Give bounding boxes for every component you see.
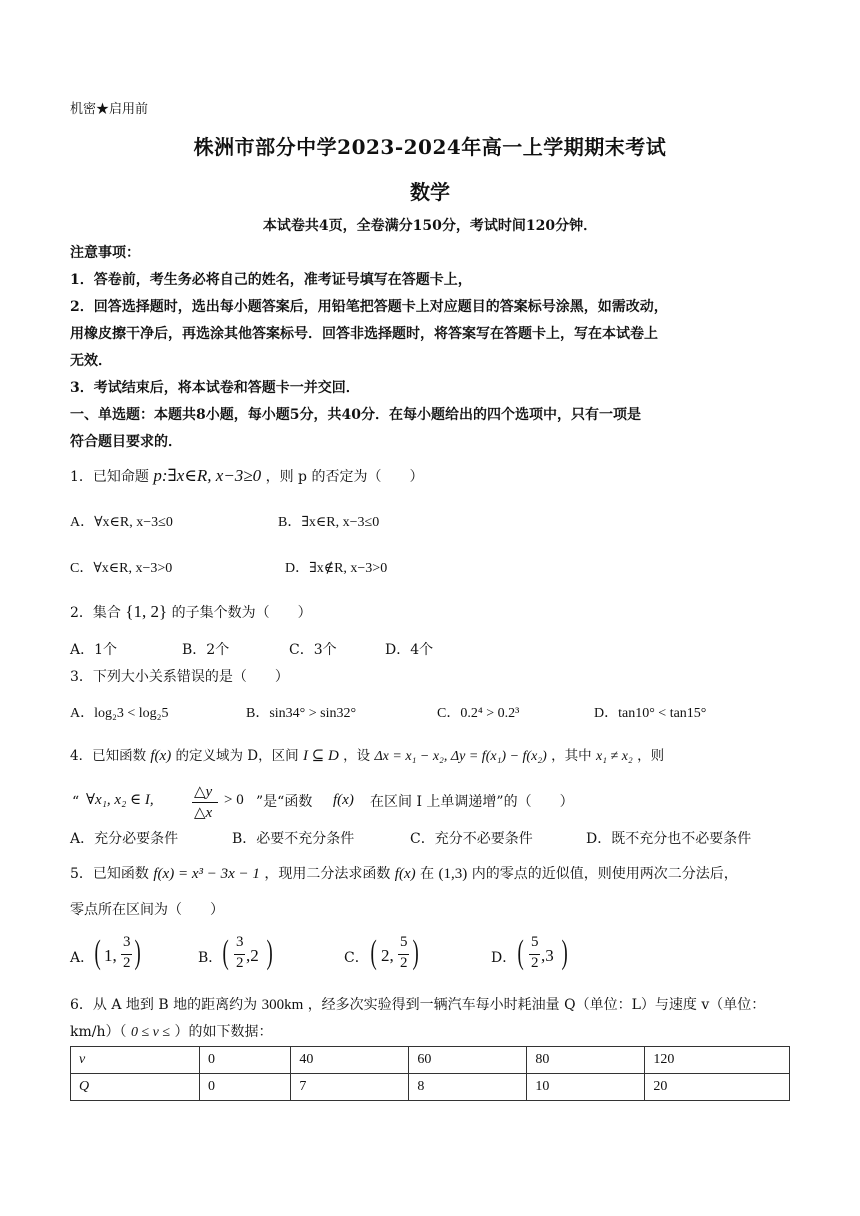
q1-option-b: B．∃x∈R, x−3≤0 [278,515,380,530]
section-heading-line-2: 符合题目要求的． [70,434,182,450]
q1-option-a: A．∀x∈R, x−3≤0 [70,515,173,530]
q5-d-paren-open: ( [517,934,524,971]
q2-option-a: A．1个 [70,642,118,658]
q4-math-subset: I ⊆ D [302,748,339,764]
q4-math-neq: x₁ ≠ x₂ [595,749,633,764]
note-2-line-3: 无效． [70,353,112,369]
table-cell: Q [71,1074,200,1101]
q5-c-pre: 2, [381,946,394,965]
q6-text-a: 6．从 A 地到 B 地的距离约为 [70,997,258,1013]
q3-option-c: C．0.2⁴ > 0.2³ [437,706,520,721]
q5-option-c [344,932,464,982]
q3-option-a: A．log₂3 < log₂5 [70,706,169,721]
q4-frac-denominator: △x [194,805,213,821]
q2-stem-tail: 的子集个数为（ ） [171,605,312,621]
exam-info: 本试卷共4页，全卷满分150分，考试时间120分钟． [262,218,598,234]
q5-d-post: ,3 [541,946,554,965]
q3-option-b: B．sin34° > sin32° [246,706,357,721]
table-cell: 80 [527,1047,645,1074]
table-row [71,1074,790,1101]
q4-text-a: 4．已知函数 [70,748,147,764]
notes-heading: 注意事项： [70,245,140,261]
table-cell: 40 [291,1047,409,1074]
q5-b-den: 2 [236,955,244,971]
q6-math-distance: 300km [261,997,304,1013]
q6-math-range: 0 ≤ v ≤ [130,1025,171,1040]
q5-option-c-label: C． [344,950,369,966]
q1-option-d: D．∃x∉R, x−3>0 [285,561,388,576]
q5-math-interval: (1,3) [438,866,468,882]
subject-title: 数学 [410,180,450,204]
q6-text-d: ）的如下数据： [174,1024,273,1040]
q1-stem-text: 1．已知命题 [70,469,149,485]
table-cell: 8 [409,1074,527,1101]
q5-math-fx: f(x) = x³ − 3x − 1 [153,866,260,882]
note-2-line-1: 2．回答选择题时，选出每小题答案后，用铅笔把答题卡上对应题目的答案标号涂黑，如需改动， [70,299,668,315]
q5-a-paren-close: ) [134,934,141,971]
table-cell: 60 [409,1047,527,1074]
q5-d-num: 5 [531,934,539,950]
q6-line-2 [70,1022,273,1043]
q5-option-b-label: B． [198,950,223,966]
q4-text-e: ，则 [637,748,665,764]
q5-line-1 [70,864,738,884]
q5-option-a-label: A． [70,950,95,966]
q1-stem-math: p:∃x∈R, x−3≥0 [153,466,262,485]
q5-text-b: ，现用二分法求函数 [264,866,391,882]
q5-b-post: ,2 [246,946,259,965]
q5-option-a [70,932,190,982]
q2-stem [70,602,312,623]
q5-option-d [491,932,611,982]
table-row [71,1047,790,1074]
q4-math-fx: f(x) [150,748,172,764]
section-heading-line-1: 一、单选题：本题共8小题，每小题5分，共40分．在每小题给出的四个选项中，只有一项是 [70,407,641,423]
q6-text-b: ，经多次实验得到一辆汽车每小时耗油量 Q（单位：L）与速度 v（单位： [307,997,766,1013]
q4-option-c: C．充分不必要条件 [410,831,533,847]
q4-option-a: A．充分必要条件 [70,831,179,847]
q6-text-c: km/h）（ [70,1024,127,1040]
note-1: 1．答卷前，考生务必将自己的姓名，准考证号填写在答题卡上， [70,272,472,288]
q2-stem-math: {1, 2} [125,602,168,621]
q5-a-paren-open: ( [94,934,101,971]
table-cell: v [71,1047,200,1074]
table-cell: 0 [200,1074,291,1101]
q2-option-b: B．2个 [182,642,230,658]
q4-text-b: 的定义域为 D，区间 [175,748,299,764]
q5-d-paren-close: ) [561,934,568,971]
q5-text-a: 5．已知函数 [70,866,149,882]
q4-frac-numerator: △y [194,784,213,800]
table-cell: 20 [645,1074,790,1101]
q3-stem: 3．下列大小关系错误的是（ ） [70,669,289,685]
q5-c-den: 2 [400,955,408,971]
q5-b-paren-close: ) [266,934,273,971]
q5-option-d-label: D． [491,950,517,966]
q4-option-d: D．既不充分也不必要条件 [586,831,752,847]
q1-stem-tail: ，则 p 的否定为（ ） [265,469,424,485]
q2-option-c: C．3个 [289,642,337,658]
q5-line-2: 零点所在区间为（ ） [70,902,224,918]
q5-a-pre: 1, [104,946,117,965]
table-cell: 120 [645,1047,790,1074]
secret-label: 机密★启用前 [70,102,149,117]
q5-text-c: 在 [420,866,435,882]
q4-option-b: B．必要不充分条件 [232,831,355,847]
q5-text-d: 内的零点的近似值，则使用两次二分法后， [471,866,738,882]
exam-title: 株洲市部分中学2023-2024年高一上学期期末考试 [193,135,667,159]
q1-option-c: C．∀x∈R, x−3>0 [70,561,173,576]
q5-math-fx-2: f(x) [394,866,416,882]
q5-b-num: 3 [236,934,244,950]
q6-line-1 [70,995,765,1015]
q2-option-d: D．4个 [385,642,434,658]
note-2-line-2: 用橡皮擦干净后，再选涂其他答案标号．回答非选择题时，将答案写在答题卡上，写在本试卷上 [70,326,658,342]
q4-text-c: ，设 [343,748,371,764]
q3-option-d: D．tan10° < tan15° [594,706,707,721]
table-cell: 10 [527,1074,645,1101]
q4-math-forall: ∀x₁, x₂ ∈ I, [86,792,154,808]
q2-stem-text: 2．集合 [70,605,121,621]
q4-math-fx-2: f(x) [333,792,354,808]
q5-d-den: 2 [531,955,539,971]
q5-b-paren-open: ( [222,934,229,971]
q4-text-f: ”是“函数 [256,794,313,810]
table-cell: 7 [291,1074,409,1101]
q5-c-paren-open: ( [370,934,377,971]
q1-stem [70,466,423,487]
q5-c-paren-close: ) [412,934,419,971]
q4-math-delta: Δx = x₁ − x₂, Δy = f(x₁) − f(x₂) [374,749,547,764]
q4-text-g: 在区间 I 上单调递增”的（ ） [370,794,574,810]
q4-math-gt: > 0 [224,792,244,808]
q5-option-b [198,932,318,982]
q6-data-table [70,1046,790,1101]
table-cell: 0 [200,1047,291,1074]
q4-line-1 [70,746,664,767]
q4-text-d: ，其中 [551,748,592,764]
q5-a-num: 3 [123,934,131,950]
q5-c-num: 5 [400,934,408,950]
note-3: 3．考试结束后，将本试卷和答题卡一并交回． [70,380,360,396]
q5-a-den: 2 [123,955,131,971]
q4-quote-open: “ [72,794,80,810]
